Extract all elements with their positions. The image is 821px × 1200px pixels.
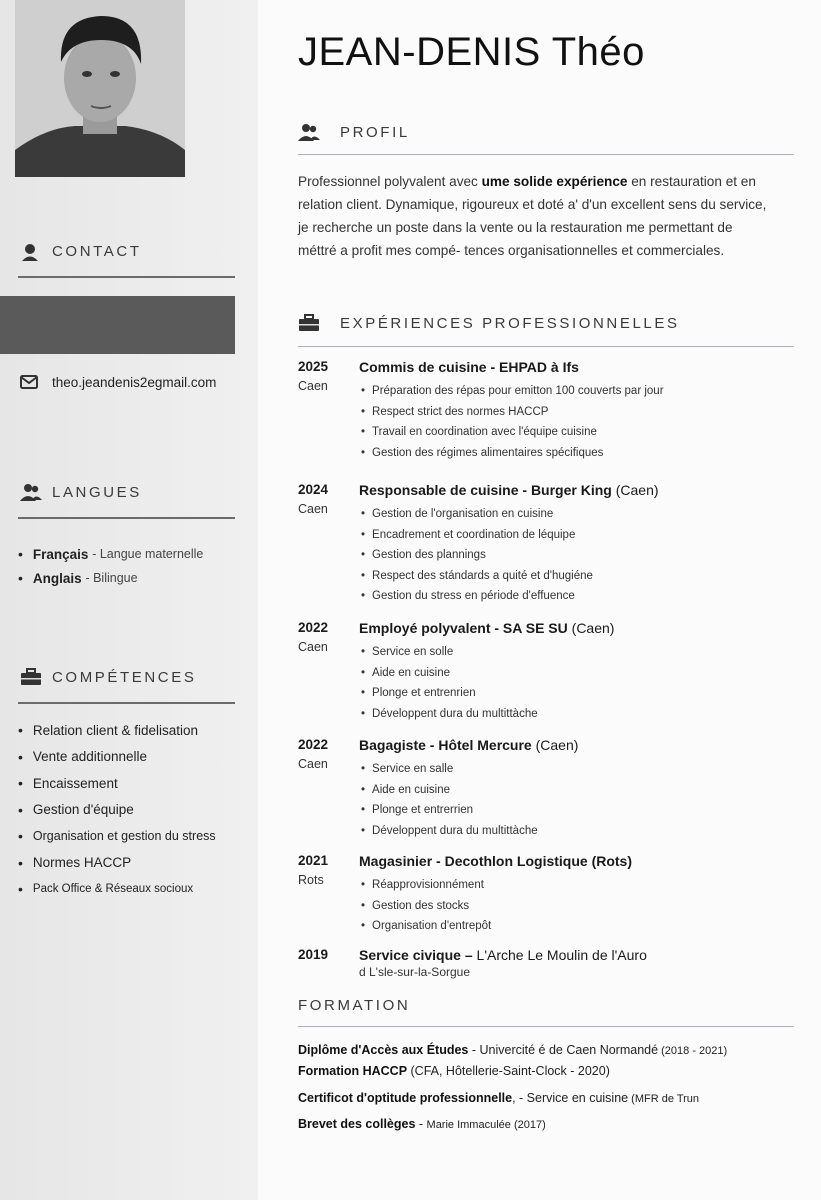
education-item: Formation HACCP (CFA, Hôtellerie-Saint-Clock - 2020)	[298, 1064, 610, 1078]
profile-heading: PROFIL	[298, 123, 410, 141]
candidate-name: JEAN-DENIS Théo	[298, 30, 645, 74]
education-item: Diplôme d'Accès aux Études - Univercité é de Caen Normandé (2018 - 2021)	[298, 1043, 728, 1057]
skills-list	[18, 717, 216, 903]
briefcase-icon	[298, 314, 320, 332]
skill-item: • Normes HACCP	[18, 850, 216, 877]
experience-divider	[298, 346, 794, 347]
sidebar	[0, 0, 258, 1200]
languages-list	[18, 542, 203, 590]
language-item: • Anglais - Bilingue	[18, 566, 203, 590]
toolbox-icon	[20, 668, 42, 686]
user-icon	[20, 242, 42, 260]
education-heading: FORMATION	[298, 997, 411, 1014]
language-item: • Français - Langue maternelle	[18, 542, 203, 566]
skill-item: • Pack Office & Réseaux socioux	[18, 876, 216, 903]
people-icon	[298, 123, 320, 141]
skill-item: • Relation client & fidelisation	[18, 717, 216, 744]
skill-item: • Organisation et gestion du stress	[18, 823, 216, 850]
education-item: Certificot d'optitude professionnelle, - Service en cuisine (MFR de Trun	[298, 1091, 700, 1105]
email-row	[20, 374, 216, 390]
experience-heading: EXPÉRIENCES PROFESSIONNELLES	[298, 314, 680, 332]
contact-heading: CONTACT	[20, 242, 142, 260]
skill-item: • Vente additionnelle	[18, 744, 216, 771]
profile-photo	[15, 0, 185, 177]
profile-divider	[298, 154, 794, 155]
languages-heading: LANGUES	[20, 483, 142, 501]
contact-divider	[18, 276, 235, 278]
skill-item: • Gestion d'équipe	[18, 797, 216, 824]
education-item: Brevet des collèges - Marie Immaculée (2017)	[298, 1117, 546, 1131]
skill-item: • Encaissement	[18, 770, 216, 797]
mail-icon	[20, 374, 38, 390]
languages-divider	[18, 517, 235, 519]
redacted-block	[0, 296, 235, 354]
education-divider	[298, 1026, 794, 1027]
people-icon	[20, 483, 42, 501]
email-text[interactable]: theo.jeandenis2egmail.com	[52, 374, 217, 390]
profile-text: Professionnel polyvalent avec ume solide expérience en restauration et en relation client. Dynamique, rigoureux et doté a' d'un excellent sens du service, je recherche un poste dans la vente ou la restauration me permettant de méttré a profit mes compé- tences organisationnelles et commerciales.	[298, 174, 767, 258]
skills-heading: COMPÉTENCES	[20, 668, 196, 686]
skills-divider	[18, 702, 235, 704]
